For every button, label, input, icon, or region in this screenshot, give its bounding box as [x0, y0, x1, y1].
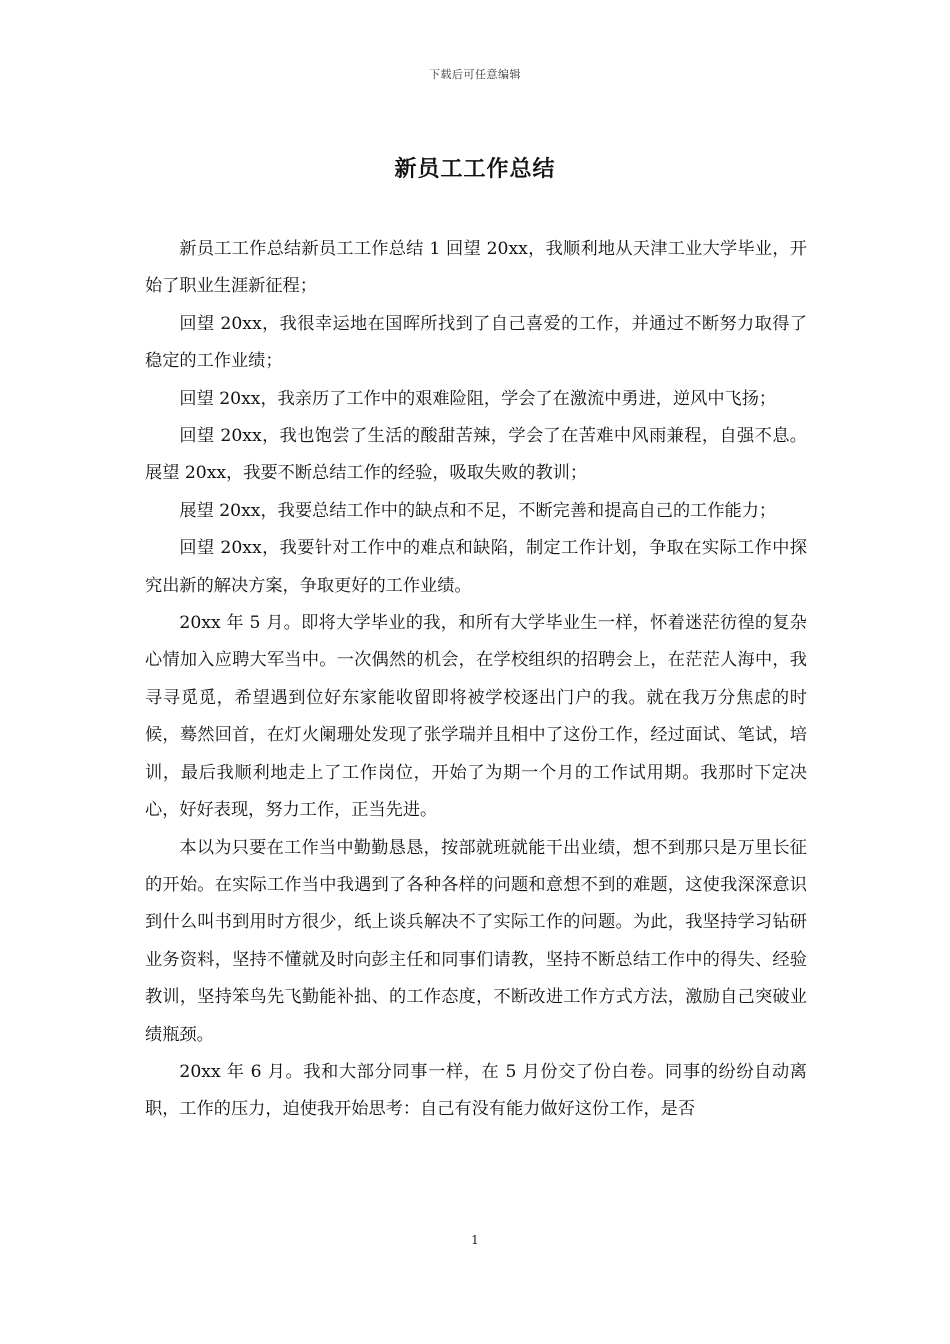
paragraph: 本以为只要在工作当中勤勤恳恳，按部就班就能干出业绩，想不到那只是万里长征的开始。在实际工作当中我遇到了各种各样的问题和意想不到的难题，这使我深深意识到什么叫书到用时方很少，纸上谈兵解决不了实际工作的问题。为此，我坚持学习钻研业务资料，坚持不懂就及时向彭主任和同事们请教，坚持不断总结工作中的得失、经验教训，坚持笨鸟先飞勤能补拙、的工作态度，不断改进工作方式方法，激励自己突破业绩瓶颈。: [145, 837, 807, 1045]
paragraph: 回望 20xx，我亲历了工作中的艰难险阻，学会了在激流中勇进，逆风中飞扬；: [179, 388, 777, 409]
document-title: 新员工工作总结: [394, 156, 556, 182]
paragraph: 回望 20xx，我也饱尝了生活的酸甜苦辣，学会了在苦难中风雨兼程，自强不息。展望 20xx，我要不断总结工作的经验，吸取失败的教训；: [145, 426, 807, 484]
document-body: [145, 231, 807, 1129]
page-number: 1: [471, 1233, 479, 1247]
paragraph: 回望 20xx，我很幸运地在国晖所找到了自己喜爱的工作，并通过不断努力取得了稳定的工作业绩；: [145, 313, 807, 372]
header-note: 下载后可任意编辑: [429, 68, 521, 81]
paragraph: 20xx 年 5 月。即将大学毕业的我，和所有大学毕业生一样，怀着迷茫彷徨的复杂心情加入应聘大军当中。一次偶然的机会，在学校组织的招聘会上，在茫茫人海中，我寻寻觅觅，希望遇到位好东家能收留即将被学校逐出门户的我。就在我万分焦虑的时候，蓦然回首，在灯火阑珊处发现了张学瑞并且相中了这份工作，经过面试、笔试，培训，最后我顺利地走上了工作岗位，开始了为期一个月的工作试用期。我那时下定决心，好好表现，努力工作，正当先进。: [145, 613, 807, 821]
paragraph: 回望 20xx，我要针对工作中的难点和缺陷，制定工作计划，争取在实际工作中探究出新的解决方案，争取更好的工作业绩。: [145, 538, 807, 596]
paragraph: 20xx 年 6 月。我和大部分同事一样，在 5 月份交了份白卷。同事的纷纷自动离职，工作的压力，迫使我开始思考：自己有没有能力做好这份工作，是否: [145, 1061, 807, 1120]
paragraph: 展望 20xx，我要总结工作中的缺点和不足，不断完善和提高自己的工作能力；: [179, 500, 777, 521]
paragraph: 新员工工作总结新员工工作总结 1 回望 20xx，我顺利地从天津工业大学毕业，开始了职业生涯新征程；: [145, 239, 807, 297]
